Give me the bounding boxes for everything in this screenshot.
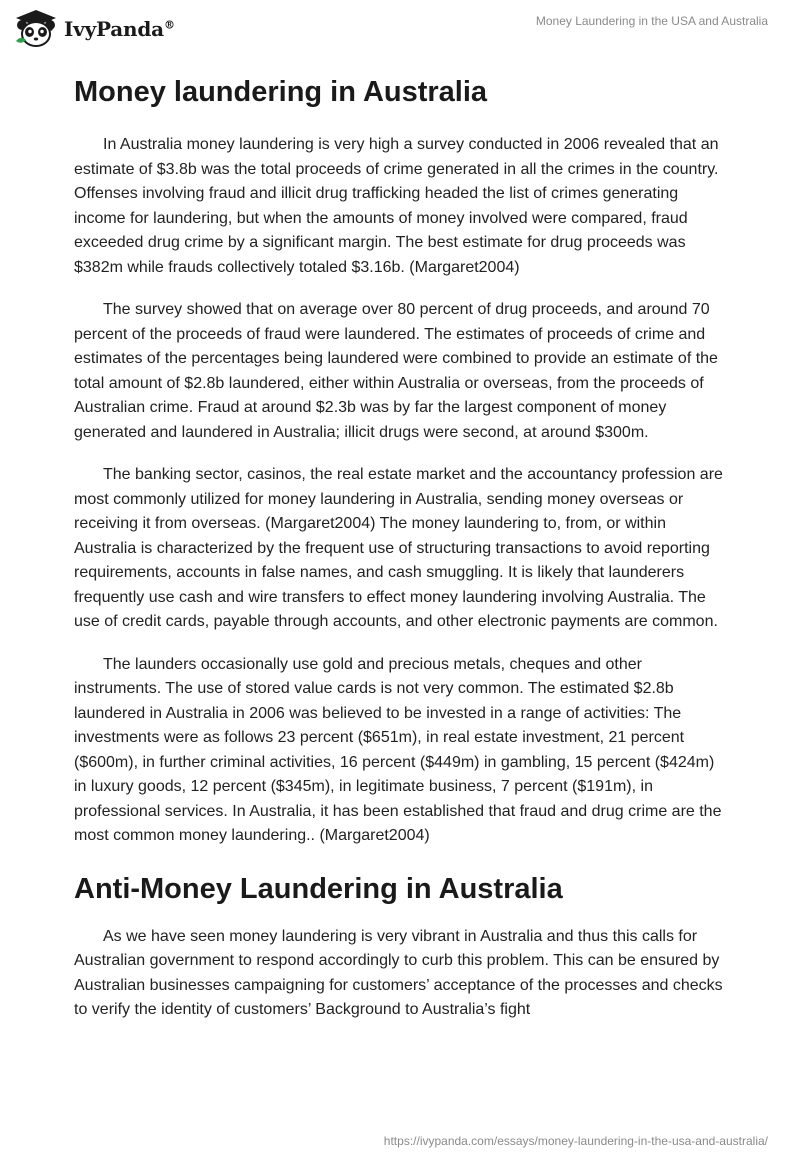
ivypanda-logo[interactable] [14, 9, 175, 49]
paragraph: In Australia money laundering is very high a survey conducted in 2006 revealed that an estimate of $3.8b was the total proceeds of crime generated in all the crimes in the country. Offenses involving fraud and illicit drug trafficking headed the list of crimes generating income for laundering, but when the amounts of money involved were compared, fraud exceeded drug crime by a significant margin. The best estimate for drug proceeds was $382m while frauds collectively totaled $3.16b. (Margaret2004) [74, 136, 719, 276]
essay-body [74, 70, 724, 1041]
section-heading: Money laundering in Australia [74, 76, 488, 108]
paragraph: The banking sector, casinos, the real estate market and the accountancy profession are most commonly utilized for money laundering in Australia, sending money overseas or receiving it from overseas. (Margaret2004) The money laundering to, from, or within Australia is characterized by the frequent use of structuring transactions to avoid reporting requirements, accounts in false names, and cash smuggling. It is likely that launderers frequently use cash and wire transfers to effect money laundering involving Australia. The use of credit cards, payable through accounts, and other electronic payments are common. [74, 466, 723, 630]
page-header [0, 0, 800, 60]
panda-graduate-icon [14, 9, 58, 49]
paragraph: The survey showed that on average over 80 percent of drug proceeds, and around 70 percent of the proceeds of fraud were laundered. The estimates of proceeds of crime and estimates of the percentages being laundered were combined to provide an estimate of the total amount of $2.8b laundered, either within Australia or overseas, from the proceeds of Australian crime. Fraud at around $2.3b was by far the largest component of money generated and laundered in Australia; illicit drugs were second, at around $300m. [74, 301, 718, 441]
source-url-link[interactable]: https://ivypanda.com/essays/money-laundering-in-the-usa-and-australia/ [383, 1134, 768, 1148]
paragraph: The launders occasionally use gold and precious metals, cheques and other instruments. The use of stored value cards is not very common. The estimated $2.8b laundered in Australia in 2006 was believed to be invested in a range of activities: The investments were as follows 23 percent ($651m), in real estate investment, 21 percent ($600m), in further criminal activities, 16 percent ($449m) in gambling, 15 percent ($424m) in luxury goods, 12 percent ($345m), in legitimate business, 7 percent ($191m), in professional services. In Australia, it has been established that fraud and drug crime are the most common money laundering.. (Margaret2004) [74, 655, 722, 844]
document-title: Money Laundering in the USA and Australia [535, 14, 768, 28]
section-heading: Anti-Money Laundering in Australia [74, 872, 563, 905]
paragraph: As we have seen money laundering is very vibrant in Australia and thus this calls for Australian government to respond accordingly to curb this problem. This can be ensured by Australian businesses campaigning for customers’ acceptance of the processes and checks to verify the identity of customers’ Background to Australia’s fight [74, 927, 723, 1018]
logo-wordmark: IvyPanda® [64, 17, 175, 41]
